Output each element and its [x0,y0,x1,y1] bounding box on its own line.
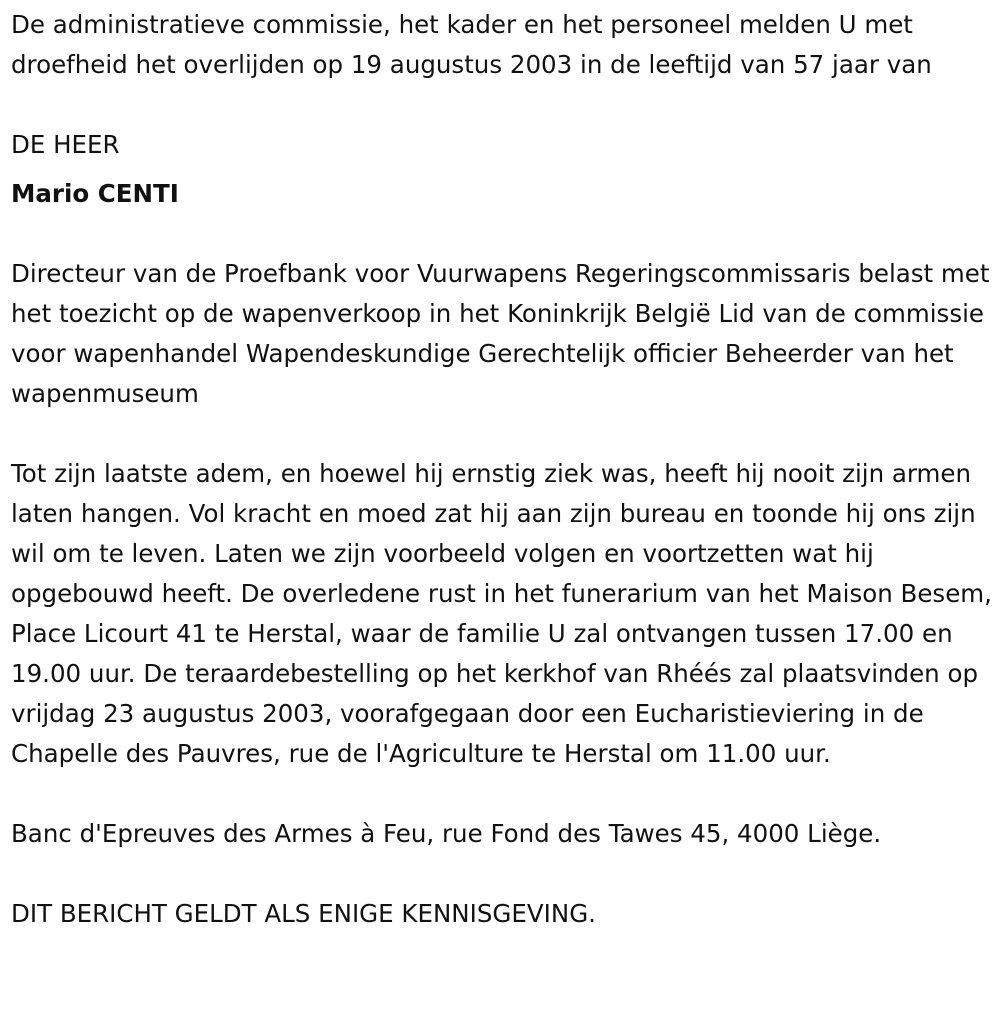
titles-paragraph: Directeur van de Proefbank voor Vuurwapens Regeringscommissaris belast met het toezicht op de wapenverkoop in het Koninkrijk België Lid van de commissie voor wapenhandel Wapendeskundige Gerechtelijk officier Beheerder van het wapenmuseum [11,259,990,408]
death-notice [11,5,996,934]
address-line: Banc d'Epreuves des Armes à Feu, rue Fond des Tawes 45, 4000 Liège. [11,819,882,848]
body-paragraph: Tot zijn laatste adem, en hoewel hij ernstig ziek was, heeft hij nooit zijn armen laten hangen. Vol kracht en moed zat hij aan zijn bureau en toonde hij ons zijn wil om te leven. Laten we zijn voorbeeld volgen en voortzetten wat hij opgebouwd heeft. De overledene rust in het funerarium van het Maison Besem, Place Licourt 41 te Herstal, waar de familie U zal ontvangen tussen 17.00 en 19.00 uur. De teraardebestelling op het kerkhof van Rhéés zal plaatsvinden op vrijdag 23 augustus 2003, voorafgegaan door een Eucharistieviering in de Chapelle des Pauvres, rue de l'Agriculture te Herstal om 11.00 uur. [11,459,992,768]
salutation: DE HEER [11,130,120,159]
intro-paragraph: De administratieve commissie, het kader en het personeel melden U met droefheid het overlijden op 19 augustus 2003 in de leeftijd van 57 jaar van [11,10,932,79]
deceased-name: Mario CENTI [11,179,179,208]
closing-line: DIT BERICHT GELDT ALS ENIGE KENNISGEVING. [11,899,596,928]
